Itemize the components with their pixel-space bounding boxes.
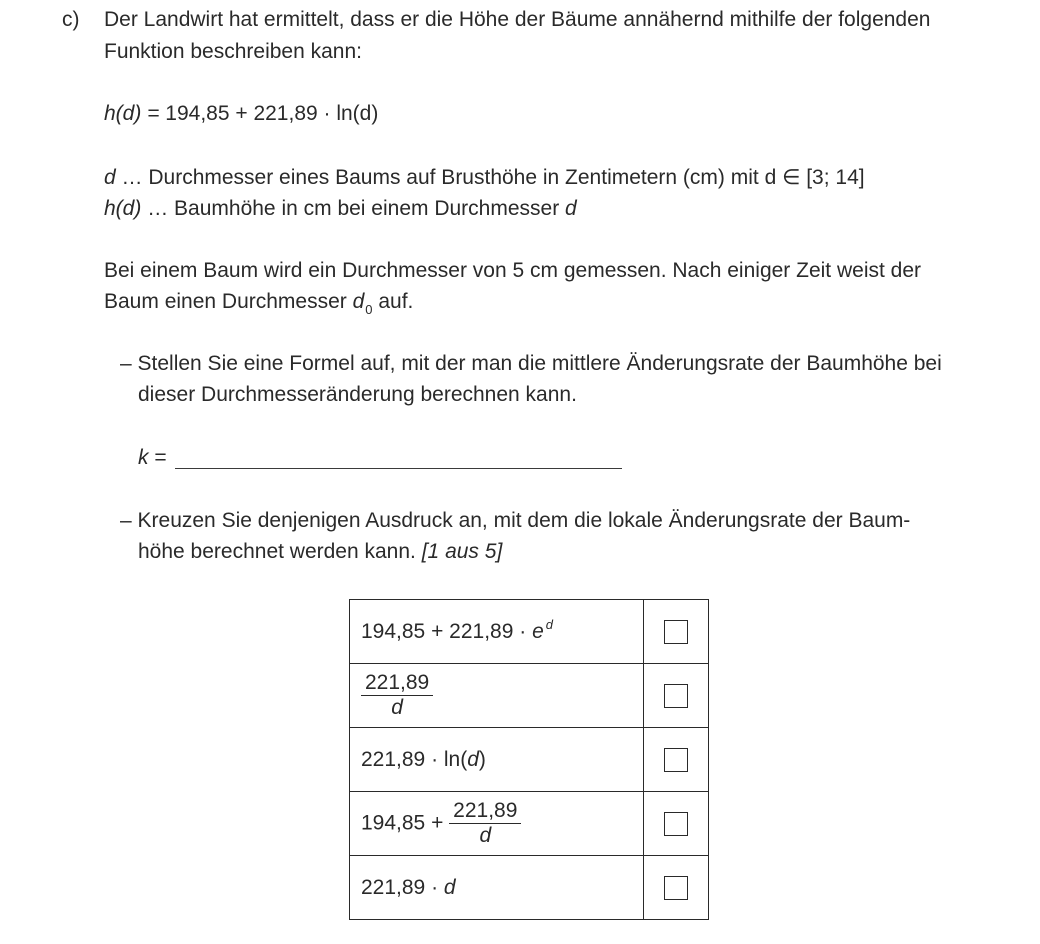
definition-d-domain: d ∈ [3; 14] bbox=[764, 166, 865, 189]
scenario-line-2-pre: Baum einen Durchmesser bbox=[104, 290, 353, 313]
option-5-var: d bbox=[443, 875, 456, 899]
choice-checkbox-cell bbox=[644, 664, 709, 728]
answer-label-eq: = bbox=[148, 446, 167, 469]
option-1-checkbox[interactable] bbox=[664, 620, 688, 644]
choice-row bbox=[350, 664, 709, 728]
option-2-numerator: 221,89 bbox=[361, 672, 433, 696]
task2-line-2-text: höhe berechnet werden kann. bbox=[138, 540, 422, 563]
option-2-denominator: d bbox=[391, 696, 403, 719]
option-4-numerator: 221,89 bbox=[449, 800, 521, 824]
choice-checkbox-cell bbox=[644, 600, 709, 664]
task2-line-2 bbox=[138, 536, 502, 568]
choice-row bbox=[350, 600, 709, 664]
choice-expression bbox=[350, 728, 644, 792]
option-2-checkbox[interactable] bbox=[664, 684, 688, 708]
option-4-denominator: d bbox=[479, 824, 492, 847]
task2-note: [1 aus 5] bbox=[421, 540, 503, 563]
choice-table bbox=[349, 599, 709, 920]
choice-row bbox=[350, 792, 709, 856]
option-3-checkbox[interactable] bbox=[664, 748, 688, 772]
definition-d bbox=[104, 162, 865, 194]
choice-checkbox-cell bbox=[644, 856, 709, 920]
choice-row bbox=[350, 728, 709, 792]
option-1-var: e bbox=[532, 619, 544, 643]
answer-blank-line[interactable] bbox=[175, 468, 622, 469]
scenario-d0-sub: 0 bbox=[365, 302, 373, 317]
option-5-checkbox[interactable] bbox=[664, 876, 688, 900]
part-label: c) bbox=[62, 8, 80, 31]
option-4-pre: 194,85 + bbox=[361, 811, 450, 835]
definition-h-var: h(d) bbox=[104, 197, 142, 220]
task2-line-1: – Kreuzen Sie denjenigen Ausdruck an, mit dem die lokale Änderungsrate der Baum- bbox=[120, 509, 911, 532]
answer-label-var: k bbox=[138, 446, 149, 469]
scenario-line-2 bbox=[104, 286, 413, 320]
task1-line-1: – Stellen Sie eine Formel auf, mit der man die mittlere Änderungsrate der Baumhöhe bei bbox=[120, 352, 942, 375]
choice-expression bbox=[350, 856, 644, 920]
option-3-pre: 221,89 · ln( bbox=[361, 747, 468, 771]
option-1-sup: d bbox=[545, 616, 553, 632]
option-3-var: d bbox=[467, 747, 479, 771]
choice-expression bbox=[350, 664, 644, 728]
task1-line-2: dieser Durchmesseränderung berechnen kann. bbox=[138, 383, 577, 406]
scenario-d0-var: d bbox=[352, 290, 365, 313]
choice-row bbox=[350, 856, 709, 920]
option-4-fraction bbox=[449, 800, 521, 847]
definition-h bbox=[104, 193, 577, 225]
choice-expression bbox=[350, 600, 644, 664]
formula-lhs: h(d) = bbox=[104, 102, 166, 125]
option-4-checkbox[interactable] bbox=[664, 812, 688, 836]
definition-h-text: … Baumhöhe in cm bei einem Durchmesser bbox=[141, 197, 566, 220]
definition-h-d: d bbox=[565, 197, 577, 220]
intro-line-1: Der Landwirt hat ermittelt, dass er die Höhe der Bäume annähernd mithilfe der folgenden bbox=[104, 8, 931, 31]
option-1-text: 194,85 + 221,89 · bbox=[361, 619, 533, 643]
answer-label bbox=[138, 442, 167, 474]
scenario-line-2-post: auf. bbox=[372, 290, 414, 313]
option-5-pre: 221,89 · bbox=[361, 875, 444, 899]
choice-checkbox-cell bbox=[644, 792, 709, 856]
function-formula bbox=[104, 98, 378, 130]
definition-d-text: … Durchmesser eines Baums auf Brusthöhe in Zentimetern (cm) mit bbox=[115, 166, 765, 189]
choice-checkbox-cell bbox=[644, 728, 709, 792]
choice-expression bbox=[350, 792, 644, 856]
option-3-post: ) bbox=[478, 747, 486, 771]
definition-d-var: d bbox=[104, 166, 116, 189]
formula-rhs: 194,85 + 221,89 · ln(d) bbox=[165, 102, 379, 125]
option-2-fraction bbox=[361, 672, 433, 719]
intro-line-2: Funktion beschreiben kann: bbox=[104, 40, 362, 63]
scenario-line-1: Bei einem Baum wird ein Durchmesser von 5 cm gemessen. Nach einiger Zeit weist der bbox=[104, 259, 922, 282]
